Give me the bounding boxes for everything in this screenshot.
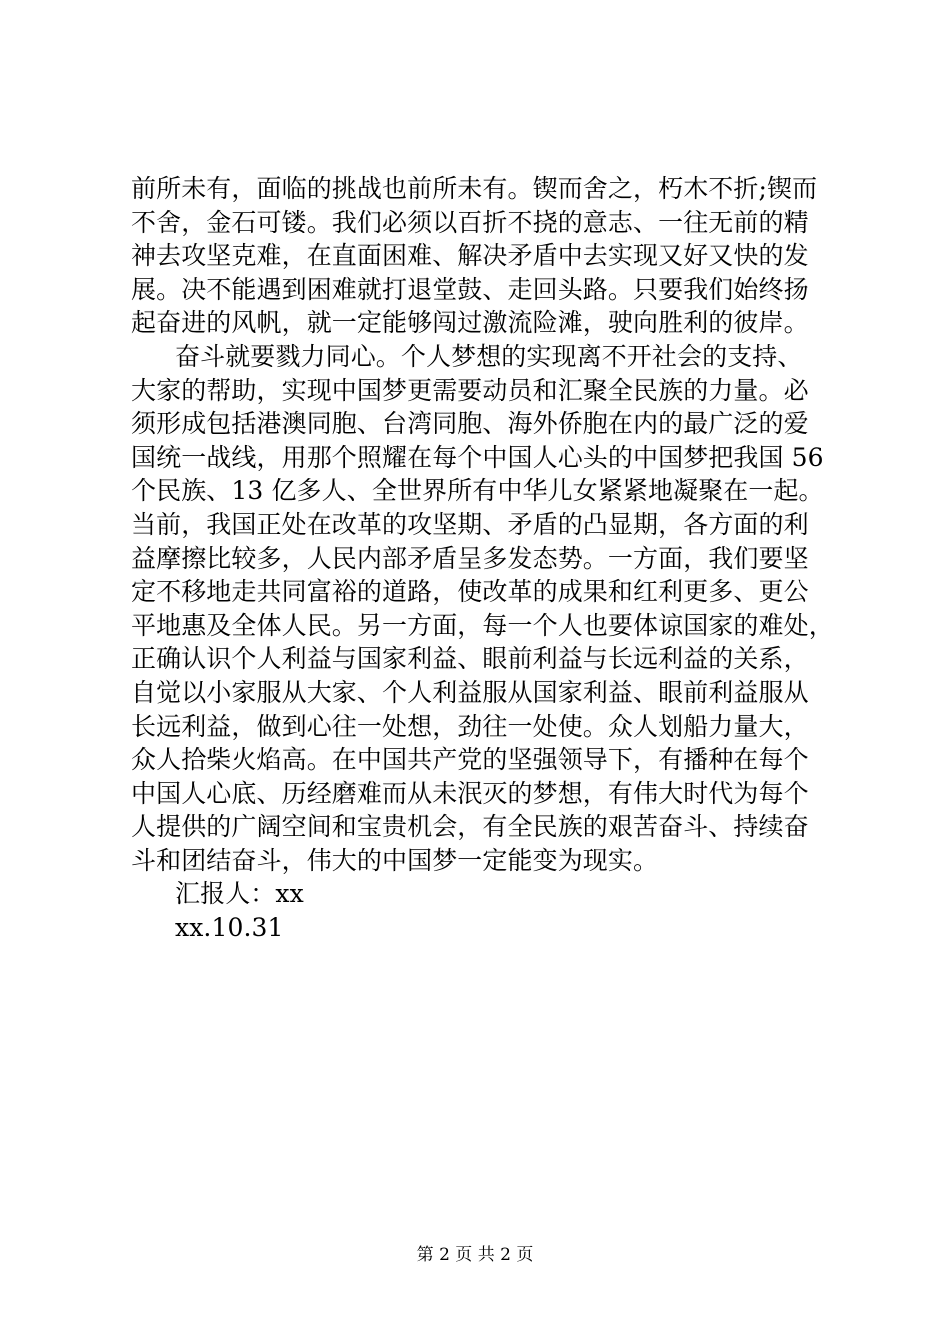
text-line: 自觉以小家服从大家、个人利益服从国家利益、眼前利益服从 [131,677,809,707]
text-line: 定不移地走共同富裕的道路，使改革的成果和红利更多、更公 [131,577,809,607]
text-line: 展。决不能遇到困难就打退堂鼓、走回头路。只要我们始终扬 [131,274,809,304]
text-line: 当前，我国正处在改革的攻坚期、矛盾的凸显期，各方面的利 [131,509,809,539]
text-line: 国统一战线，用那个照耀在每个中国人心头的中国梦把我国 56 [131,442,824,472]
text-line: 前所未有，面临的挑战也前所未有。锲而舍之，朽木不折;锲而 [131,174,818,203]
text-line: 起奋进的风帆，就一定能够闯过激流险滩，驶向胜利的彼岸。 [131,308,809,338]
date-line: xx.10.31 [175,913,284,943]
text-line: 正确认识个人利益与国家利益、眼前利益与长远利益的关系， [131,644,809,674]
text-line: 大家的帮助，实现中国梦更需要动员和汇聚全民族的力量。必 [131,375,809,405]
paragraph-start-line: 奋斗就要戮力同心。个人梦想的实现离不开社会的支持、 [175,341,803,371]
reporter-line: 汇报人：xx [175,879,304,909]
text-line: 神去攻坚克难，在直面困难、解决矛盾中去实现又好又快的发 [131,241,809,271]
text-line: 不舍，金石可镂。我们必须以百折不挠的意志、一往无前的精 [131,207,809,237]
text-line: 个民族、13 亿多人、全世界所有中华儿女紧紧地凝聚在一起。 [131,476,824,506]
text-line: 众人拾柴火焰高。在中国共产党的坚强领导下，有播种在每个 [131,745,809,775]
text-line: 中国人心底、历经磨难而从未泯灭的梦想，有伟大时代为每个 [131,778,809,808]
text-line: 斗和团结奋斗，伟大的中国梦一定能变为现实。 [131,845,659,875]
text-line: 益摩擦比较多，人民内部矛盾呈多发态势。一方面，我们要坚 [131,543,809,573]
text-line: 人提供的广阔空间和宝贵机会，有全民族的艰苦奋斗、持续奋 [131,812,809,842]
page-footer [0,1244,950,1266]
document-body [131,172,834,945]
text-line: 须形成包括港澳同胞、台湾同胞、海外侨胞在内的最广泛的爱 [131,409,809,439]
text-line: 平地惠及全体人民。另一方面，每一个人也要体谅国家的难处， [131,610,834,640]
page-number: 第 2 页 共 2 页 [416,1245,534,1265]
text-line: 长远利益，做到心往一处想，劲往一处使。众人划船力量大， [131,711,809,741]
